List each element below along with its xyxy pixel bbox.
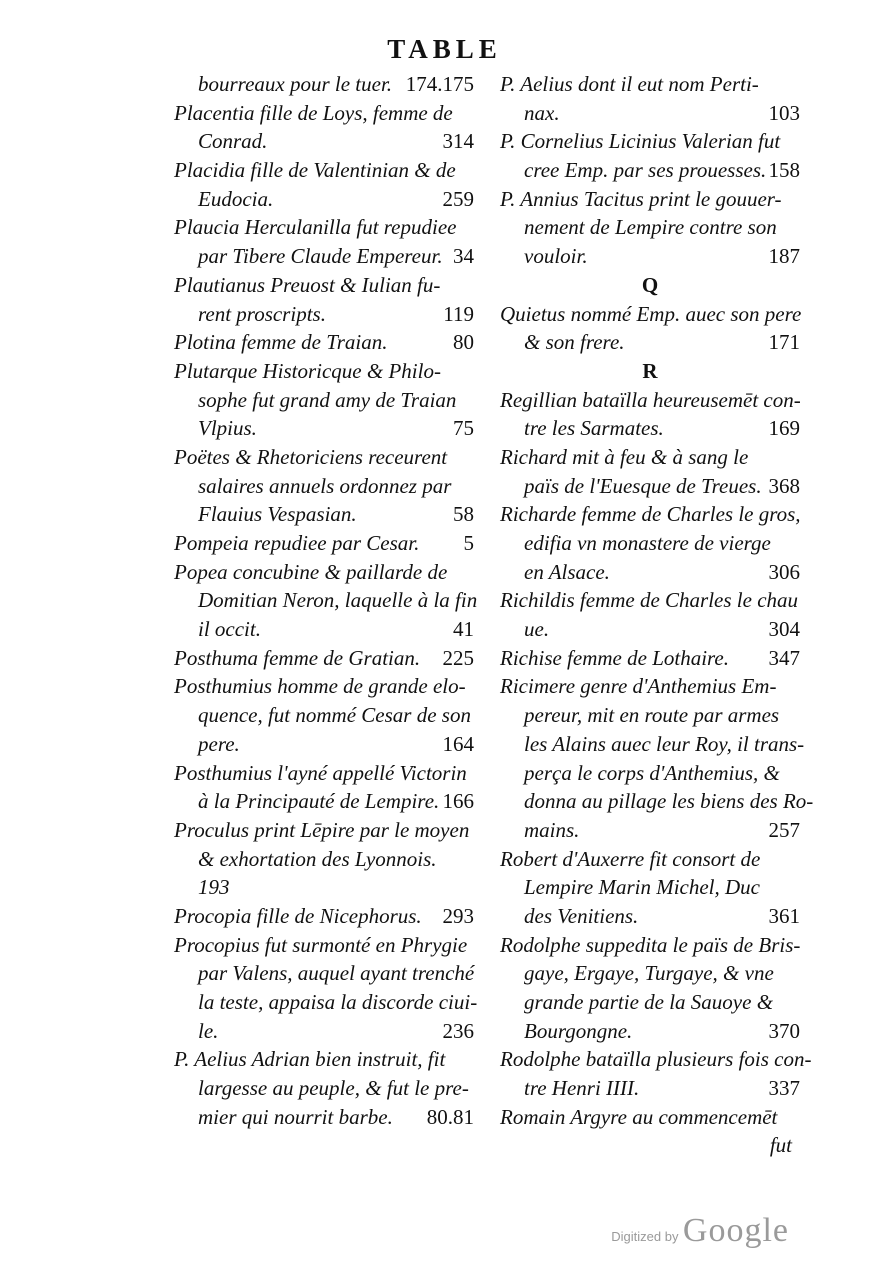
index-entry-text: tre Henri IIII. <box>524 1076 640 1101</box>
page-number: 337 <box>768 1076 800 1101</box>
index-line <box>500 558 800 587</box>
index-line <box>500 988 800 1017</box>
index-entry-text: Procopius fut surmonté en Phrygie <box>174 932 468 957</box>
google-watermark <box>611 1212 789 1250</box>
index-line <box>174 99 474 128</box>
index-line <box>174 386 474 415</box>
page-number: 34 <box>453 244 474 269</box>
index-entry-text: Conrad. <box>198 129 268 154</box>
page-number: 347 <box>768 645 800 670</box>
index-line <box>500 615 800 644</box>
index-entry-text: Richise femme de Lothaire. <box>500 645 730 670</box>
index-entry-text: nement de Lempire contre son <box>524 215 777 240</box>
index-line <box>174 529 474 558</box>
index-entry-text: nax. <box>524 100 560 125</box>
index-line <box>500 500 800 529</box>
index-line <box>500 472 800 501</box>
index-line <box>174 357 474 386</box>
index-entry-text: Q <box>641 272 659 297</box>
index-line <box>174 988 478 1017</box>
index-line <box>500 1103 800 1132</box>
index-line <box>500 672 800 701</box>
page-number: 293 <box>442 903 474 928</box>
index-entry-text: 193 <box>198 875 230 900</box>
index-line <box>174 759 474 788</box>
index-entry-text: Pompeia repudiee par Cesar. <box>174 531 420 555</box>
index-entry-text: le. <box>198 1018 219 1043</box>
index-line <box>500 959 800 988</box>
index-line <box>174 328 474 357</box>
index-entry-text: Lempire Marin Michel, Duc <box>524 875 761 900</box>
index-line <box>174 1017 474 1046</box>
index-line <box>174 300 474 329</box>
index-entry-text: Placentia fille de Loys, femme de <box>174 100 453 125</box>
index-entry-text: Ricimere genre d'Anthemius Em- <box>500 674 777 699</box>
index-line <box>174 902 474 931</box>
index-line <box>174 845 474 874</box>
page-number: 314 <box>442 129 474 154</box>
index-entry-text: & exhortation des Lyonnois. <box>198 846 437 871</box>
index-line <box>500 730 805 759</box>
index-entry-text: Vlpius. <box>198 416 257 441</box>
index-entry-text: edifia vn monastere de vierge <box>524 531 771 555</box>
index-line <box>174 271 474 300</box>
index-entry-text: Rodolphe suppedita le païs de Bris- <box>500 932 801 957</box>
index-line <box>500 242 800 271</box>
index-line <box>500 300 800 329</box>
index-entry-text: Poëtes & Rhetoriciens receurent <box>174 444 448 469</box>
page-number: 361 <box>768 903 800 928</box>
page-number: 259 <box>442 186 474 211</box>
index-line <box>500 586 800 615</box>
index-line <box>500 1017 800 1046</box>
page-number: 187 <box>768 244 800 269</box>
index-line <box>500 759 800 788</box>
page-number: 5 <box>463 531 474 555</box>
index-entry-text: Flauius Vespasian. <box>198 502 357 527</box>
page-number: 80.81 <box>426 1104 474 1129</box>
index-entry-text: pere. <box>198 731 240 756</box>
index-column-right <box>500 70 814 1160</box>
index-entry-text: rent proscripts. <box>198 301 326 326</box>
index-entry-text: P. Annius Tacitus print le gouuer- <box>500 186 782 211</box>
page-number: 304 <box>768 617 800 642</box>
index-line <box>174 1074 474 1103</box>
index-line <box>500 787 814 816</box>
index-line <box>174 873 474 902</box>
index-line <box>500 328 800 357</box>
index-line <box>174 127 474 156</box>
page-number: 119 <box>443 301 474 326</box>
index-entry-text: Posthuma femme de Gratian. <box>174 645 421 670</box>
page-number: 174.175 <box>405 72 474 96</box>
index-entry-text: Eudocia. <box>198 186 274 211</box>
page-title: TABLE <box>387 34 502 64</box>
index-column-left <box>174 70 478 1131</box>
index-entry-text: salaires annuels ordonnez par <box>198 473 452 498</box>
page-number: 164 <box>442 731 474 756</box>
index-entry-text: Popea concubine & paillarde de <box>174 559 448 584</box>
page-number: 171 <box>768 330 800 355</box>
index-line <box>500 443 800 472</box>
index-line <box>500 931 800 960</box>
index-line <box>500 127 800 156</box>
page-number: 80 <box>453 330 474 355</box>
index-entry-text: P. Aelius dont il eut nom Perti- <box>500 72 759 96</box>
index-line <box>174 156 474 185</box>
index-line <box>500 701 800 730</box>
index-line <box>174 1045 474 1074</box>
index-entry-text: des Venitiens. <box>524 903 639 928</box>
index-line <box>500 902 800 931</box>
index-entry-text: cree Emp. par ses prouesses. <box>524 158 767 183</box>
index-line <box>500 414 800 443</box>
index-line <box>174 816 474 845</box>
index-entry-text: pereur, mit en route par armes <box>524 703 780 728</box>
index-entry-text: bourreaux pour le tuer. <box>198 72 393 96</box>
page-number: 41 <box>453 617 474 642</box>
page-number: 225 <box>442 645 474 670</box>
index-entry-text: largesse au peuple, & fut le pre- <box>198 1076 469 1101</box>
index-line <box>174 787 474 816</box>
index-entry-text: en Alsace. <box>524 559 610 584</box>
catchword <box>500 1131 800 1160</box>
index-line <box>500 1074 800 1103</box>
index-line <box>174 672 474 701</box>
index-entry-text: Placidia fille de Valentinian & de <box>174 158 456 183</box>
index-line <box>500 816 800 845</box>
index-line <box>500 845 800 874</box>
google-logo: Google <box>682 1212 789 1249</box>
index-entry-text: par Valens, auquel ayant trenché <box>198 961 475 986</box>
index-entry-text: Robert d'Auxerre fit consort de <box>500 846 761 871</box>
index-entry-text: Plotina femme de Traian. <box>174 330 388 355</box>
index-entry-text: quence, fut nommé Cesar de son <box>198 703 471 728</box>
index-entry-text: Plutarque Historicque & Philo- <box>174 358 441 383</box>
index-entry-text: mains. <box>524 817 580 842</box>
index-line <box>500 185 800 214</box>
page-number: 236 <box>442 1018 474 1043</box>
index-entry-text: païs de l'Euesque de Treues. <box>524 473 762 498</box>
page-number: 58 <box>453 502 474 527</box>
page-number: 368 <box>768 473 800 498</box>
index-line <box>500 644 800 673</box>
index-line <box>500 529 800 558</box>
index-line <box>174 70 474 99</box>
index-entry-text: gaye, Ergaye, Turgaye, & vne <box>524 961 774 986</box>
index-entry-text: Plautianus Preuost & Iulian fu- <box>174 272 441 297</box>
index-line <box>174 414 474 443</box>
index-entry-text: donna au pillage les biens des Ro- <box>524 789 814 814</box>
index-line <box>174 185 474 214</box>
index-line <box>500 213 800 242</box>
index-line <box>174 558 474 587</box>
page-number: 257 <box>768 817 800 842</box>
index-line <box>174 500 474 529</box>
page-number: 166 <box>442 789 474 814</box>
index-entry-text: Posthumius homme de grande elo- <box>174 674 466 699</box>
index-entry-text: & son frere. <box>524 330 625 355</box>
index-entry-text: Romain Argyre au commencemēt <box>500 1104 778 1129</box>
index-entry-text: sophe fut grand amy de Traian <box>198 387 457 412</box>
index-line <box>174 730 474 759</box>
index-line <box>500 156 800 185</box>
index-entry-text: Richarde femme de Charles le gros, <box>500 502 801 527</box>
index-entry-text: il occit. <box>198 617 261 642</box>
index-entry-text: fut <box>769 1133 792 1158</box>
index-entry-text: les Alains auec leur Roy, il trans- <box>524 731 805 756</box>
index-line <box>174 213 474 242</box>
index-entry-text: Quietus nommé Emp. auec son pere <box>500 301 802 326</box>
index-line <box>174 701 474 730</box>
index-line <box>500 386 800 415</box>
index-entry-text: tre les Sarmates. <box>524 416 664 441</box>
index-entry-text: P. Cornelius Licinius Valerian fut <box>500 129 781 154</box>
page-number: 370 <box>768 1018 800 1043</box>
index-entry-text: vouloir. <box>524 244 588 269</box>
digitized-by-label: Digitized by <box>611 1229 679 1244</box>
index-entry-text: Plaucia Herculanilla fut repudiee <box>174 215 457 240</box>
index-entry-text: Rodolphe bataïlla plusieurs fois con- <box>500 1047 812 1072</box>
page-number: 169 <box>768 416 800 441</box>
index-line <box>174 615 474 644</box>
index-line <box>174 443 474 472</box>
index-entry-text: P. Aelius Adrian bien instruit, fit <box>174 1047 446 1072</box>
section-letter-heading <box>500 271 800 300</box>
index-entry-text: ue. <box>524 617 550 642</box>
index-entry-text: Proculus print Lēpire par le moyen <box>174 817 470 842</box>
page-number: 103 <box>768 100 800 125</box>
page-number: 306 <box>768 559 800 584</box>
index-line <box>174 472 474 501</box>
index-entry-text: perça le corps d'Anthemius, & <box>524 760 780 785</box>
index-entry-text: Domitian Neron, laquelle à la fin <box>198 588 478 613</box>
index-entry-text: Richildis femme de Charles le chau <box>500 588 799 613</box>
index-line <box>174 959 474 988</box>
index-entry-text: Procopia fille de Nicephorus. <box>174 903 422 928</box>
index-line <box>174 931 474 960</box>
index-line <box>174 644 474 673</box>
index-entry-text: Richard mit à feu & à sang le <box>500 444 749 469</box>
index-entry-text: la teste, appaisa la discorde ciui- <box>198 990 478 1014</box>
index-line <box>500 99 800 128</box>
index-entry-text: R <box>642 358 658 383</box>
page-number: 158 <box>768 158 800 183</box>
index-entry-text: Regillian bataïlla heureusemēt con- <box>500 387 801 412</box>
page-number: 75 <box>453 416 474 441</box>
index-line <box>500 873 800 902</box>
index-entry-text: à la Principauté de Lempire. <box>198 789 440 814</box>
index-entry-text: Posthumius l'ayné appellé Victorin <box>174 760 467 785</box>
index-line <box>174 242 474 271</box>
index-entry-text: grande partie de la Sauoye & <box>524 990 774 1014</box>
index-line <box>500 70 800 99</box>
index-entry-text: mier qui nourrit barbe. <box>198 1104 393 1129</box>
section-letter-heading <box>500 357 800 386</box>
index-line <box>174 586 478 615</box>
index-entry-text: Bourgongne. <box>524 1018 633 1043</box>
index-entry-text: par Tibere Claude Empereur. <box>198 244 443 269</box>
index-line <box>174 1103 474 1132</box>
index-line <box>500 1045 812 1074</box>
